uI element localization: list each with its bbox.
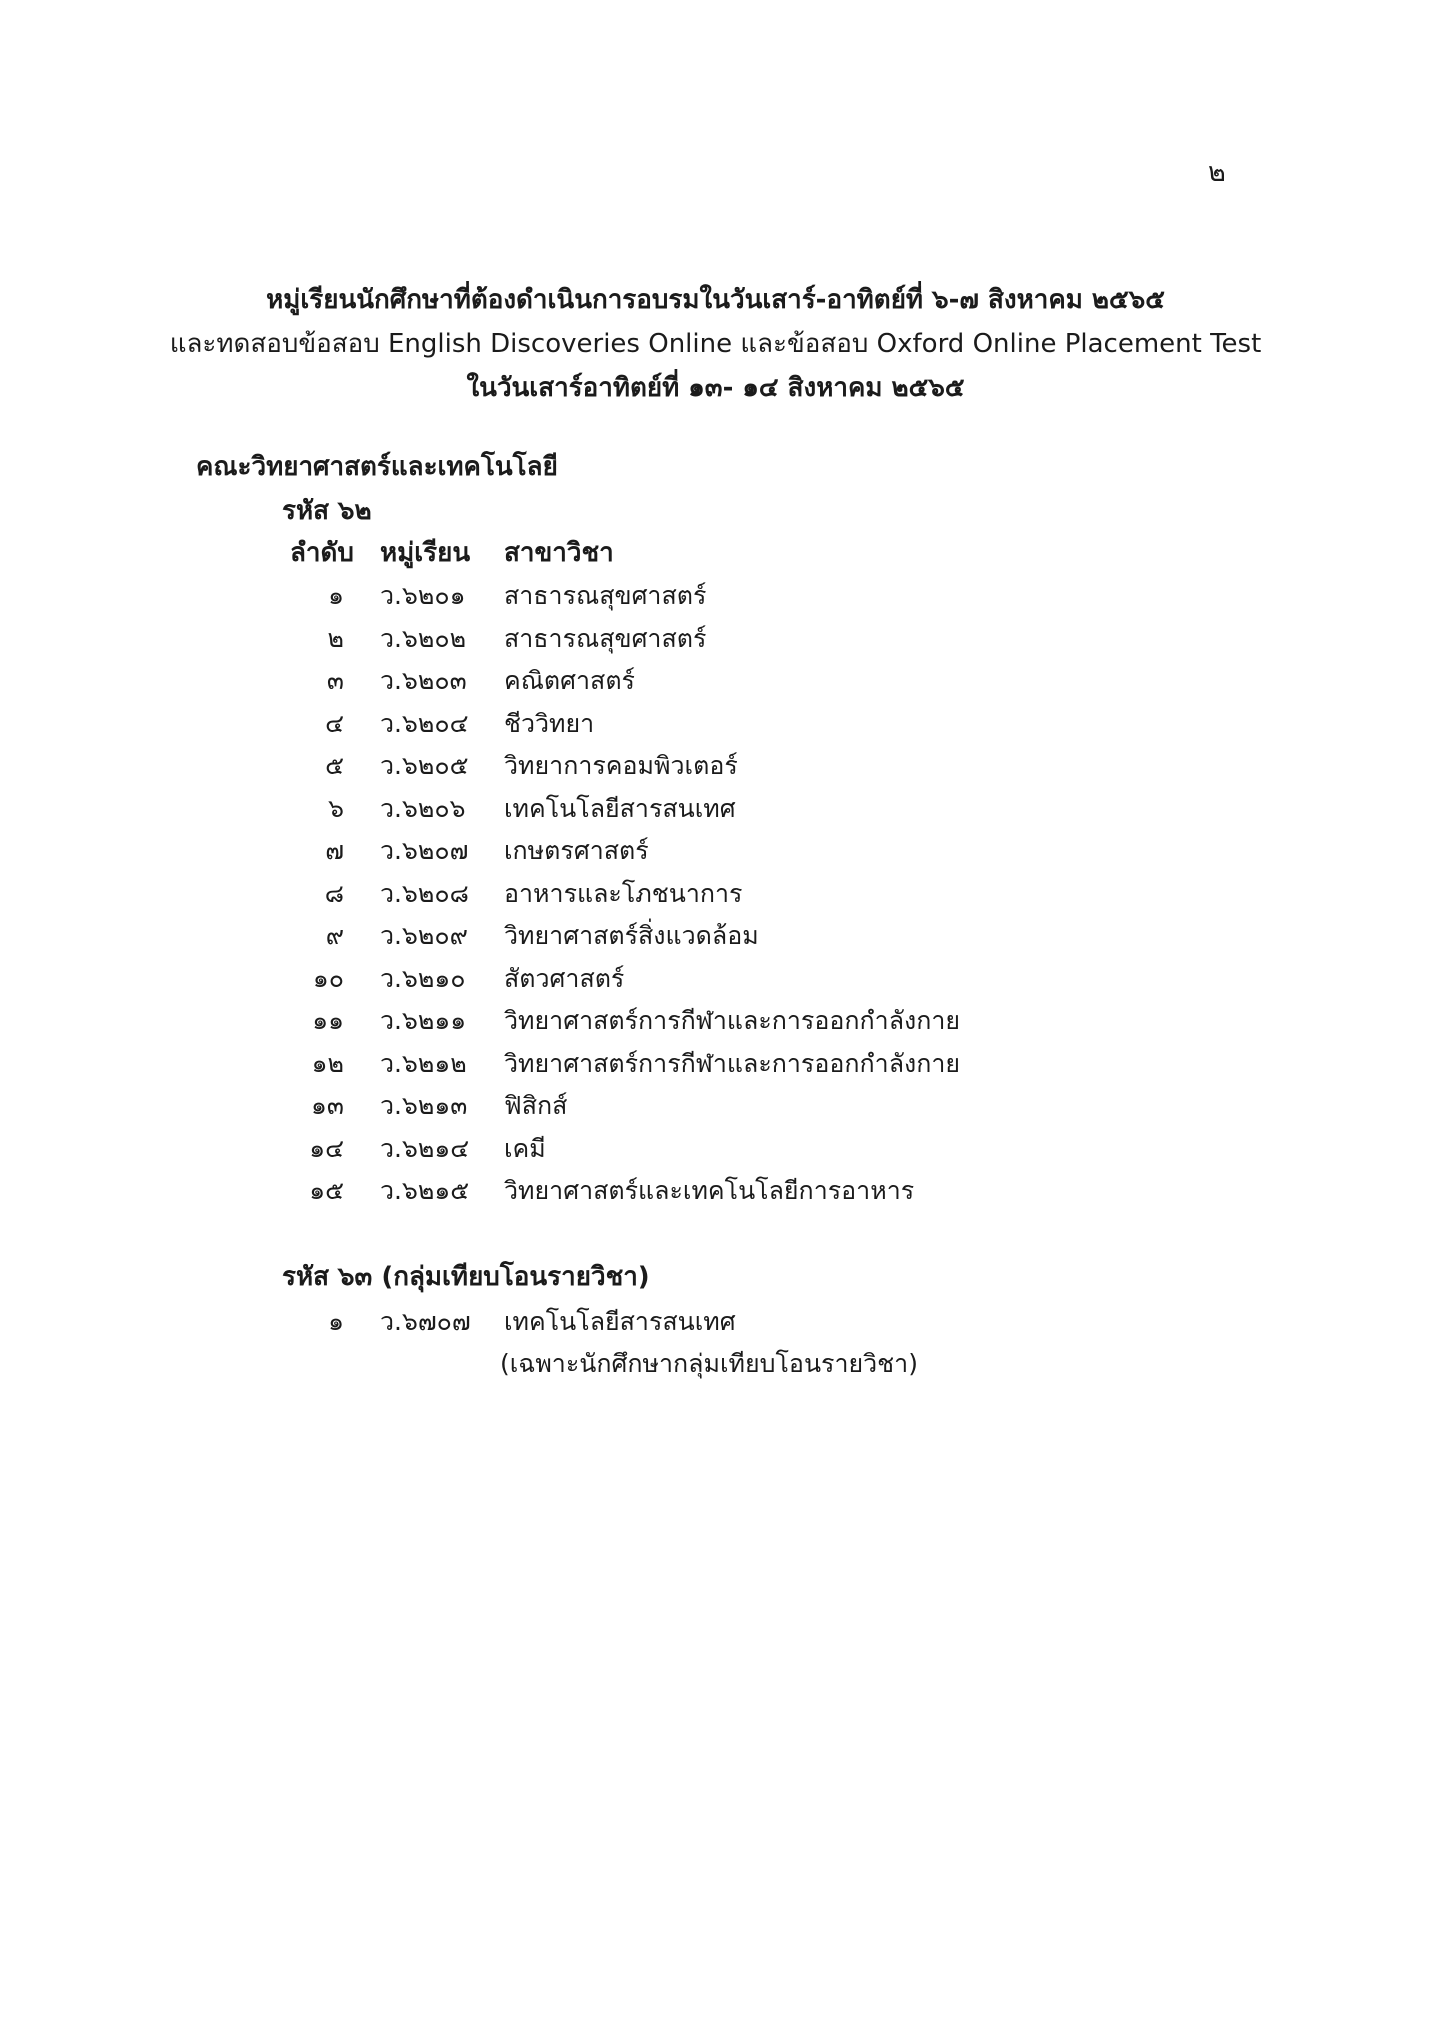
row-number: ๓ — [326, 666, 344, 695]
table-row — [0, 746, 1431, 789]
table-row — [0, 831, 1431, 874]
table-row — [0, 704, 1431, 747]
row-section: ว.๖๒๑๔ — [380, 1134, 470, 1163]
row-number: ๑ — [328, 1307, 344, 1336]
row-number: ๑๑ — [312, 1006, 344, 1035]
table-row — [0, 1044, 1431, 1087]
row-section: ว.๖๒๐๔ — [380, 709, 469, 738]
row-number: ๑๐ — [312, 964, 344, 993]
table-row — [0, 1001, 1431, 1044]
table-row — [0, 789, 1431, 832]
row-major: สาธารณสุขศาสตร์ — [504, 624, 707, 653]
row-number: ๙ — [325, 921, 344, 950]
row-major: วิทยาการคอมพิวเตอร์ — [504, 751, 738, 780]
row-number: ๖ — [328, 794, 344, 823]
row-major: อาหารและโภชนาการ — [504, 879, 743, 908]
row-section: ว.๖๒๑๐ — [380, 964, 466, 993]
column-header-major: สาขาวิชา — [504, 538, 614, 568]
row-major: เทคโนโลยีสารสนเทศ — [504, 1307, 736, 1336]
row-section: ว.๖๒๑๒ — [380, 1049, 467, 1078]
column-header-no: ลำดับ — [290, 538, 354, 568]
row-number: ๑ — [328, 581, 344, 610]
row-section: ว.๖๒๐๙ — [380, 921, 468, 950]
row-section: ว.๖๒๐๑ — [380, 581, 466, 610]
group-63-heading: รหัส ๖๓ (กลุ่มเทียบโอนรายวิชา) — [282, 1262, 650, 1292]
row-number: ๘ — [324, 879, 344, 908]
row-number: ๗ — [325, 836, 344, 865]
table-row — [0, 959, 1431, 1002]
table-row — [0, 1129, 1431, 1172]
row-number: ๔ — [325, 709, 344, 738]
row-major: วิทยาศาสตร์การกีฬาและการออกกำลังกาย — [504, 1006, 961, 1035]
table-row — [0, 1302, 1431, 1345]
page-number: ๒ — [1208, 157, 1226, 188]
table-row — [0, 1171, 1431, 1214]
row-number: ๑๒ — [311, 1049, 344, 1078]
table-row — [0, 874, 1431, 917]
row-number: ๑๔ — [309, 1134, 344, 1163]
faculty-heading: คณะวิทยาศาสตร์และเทคโนโลยี — [196, 452, 558, 482]
row-section: ว.๖๒๐๖ — [380, 794, 466, 823]
row-section: ว.๖๒๐๗ — [380, 836, 469, 865]
row-major: สาธารณสุขศาสตร์ — [504, 581, 707, 610]
row-number: ๕ — [325, 751, 344, 780]
table-row — [0, 576, 1431, 619]
table-row — [0, 619, 1431, 662]
row-section: ว.๖๒๑๓ — [380, 1091, 468, 1120]
row-section: ว.๖๒๐๒ — [380, 624, 467, 653]
row-section: ว.๖๗๐๗ — [380, 1307, 471, 1336]
document-title — [0, 278, 1431, 410]
column-header-section: หมู่เรียน — [380, 538, 471, 568]
row-number: ๑๓ — [311, 1091, 344, 1120]
row-major: คณิตศาสตร์ — [504, 666, 635, 695]
row-major: วิทยาศาสตร์สิ่งแวดล้อม — [504, 921, 759, 950]
row-section: ว.๖๒๐๕ — [380, 751, 469, 780]
row-section: ว.๖๒๑๕ — [380, 1176, 470, 1205]
row-major: ชีววิทยา — [504, 709, 595, 738]
title-line-3: ในวันเสาร์อาทิตย์ที่ ๑๓- ๑๔ สิงหาคม ๒๕๖๕ — [466, 373, 965, 403]
title-line-2: และทดสอบข้อสอบ English Discoveries Online และข้อสอบ Oxford Online Placement Test — [169, 329, 1262, 359]
row-major: วิทยาศาสตร์และเทคโนโลยีการอาหาร — [504, 1176, 915, 1205]
title-line-1: หมู่เรียนนักศึกษาที่ต้องดำเนินการอบรมในวันเสาร์-อาทิตย์ที่ ๖-๗ สิงหาคม ๒๕๖๕ — [266, 285, 1165, 315]
table-row — [0, 916, 1431, 959]
row-section: ว.๖๒๑๑ — [380, 1006, 467, 1035]
transfer-group-note: (เฉพาะนักศึกษากลุ่มเทียบโอนรายวิชา) — [500, 1349, 918, 1378]
row-major: เคมี — [504, 1134, 546, 1163]
row-major: เทคโนโลยีสารสนเทศ — [504, 794, 736, 823]
row-major: เกษตรศาสตร์ — [504, 836, 649, 865]
table-row — [0, 1086, 1431, 1129]
row-number: ๑๕ — [309, 1176, 344, 1205]
row-major: สัตวศาสตร์ — [504, 964, 625, 993]
row-major: วิทยาศาสตร์การกีฬาและการออกกำลังกาย — [504, 1049, 961, 1078]
row-number: ๒ — [327, 624, 344, 653]
row-section: ว.๖๒๐๓ — [380, 666, 467, 695]
group-62-heading: รหัส ๖๒ — [282, 496, 372, 526]
table-row — [0, 661, 1431, 704]
row-section: ว.๖๒๐๘ — [380, 879, 469, 908]
row-major: ฟิสิกส์ — [504, 1091, 568, 1120]
